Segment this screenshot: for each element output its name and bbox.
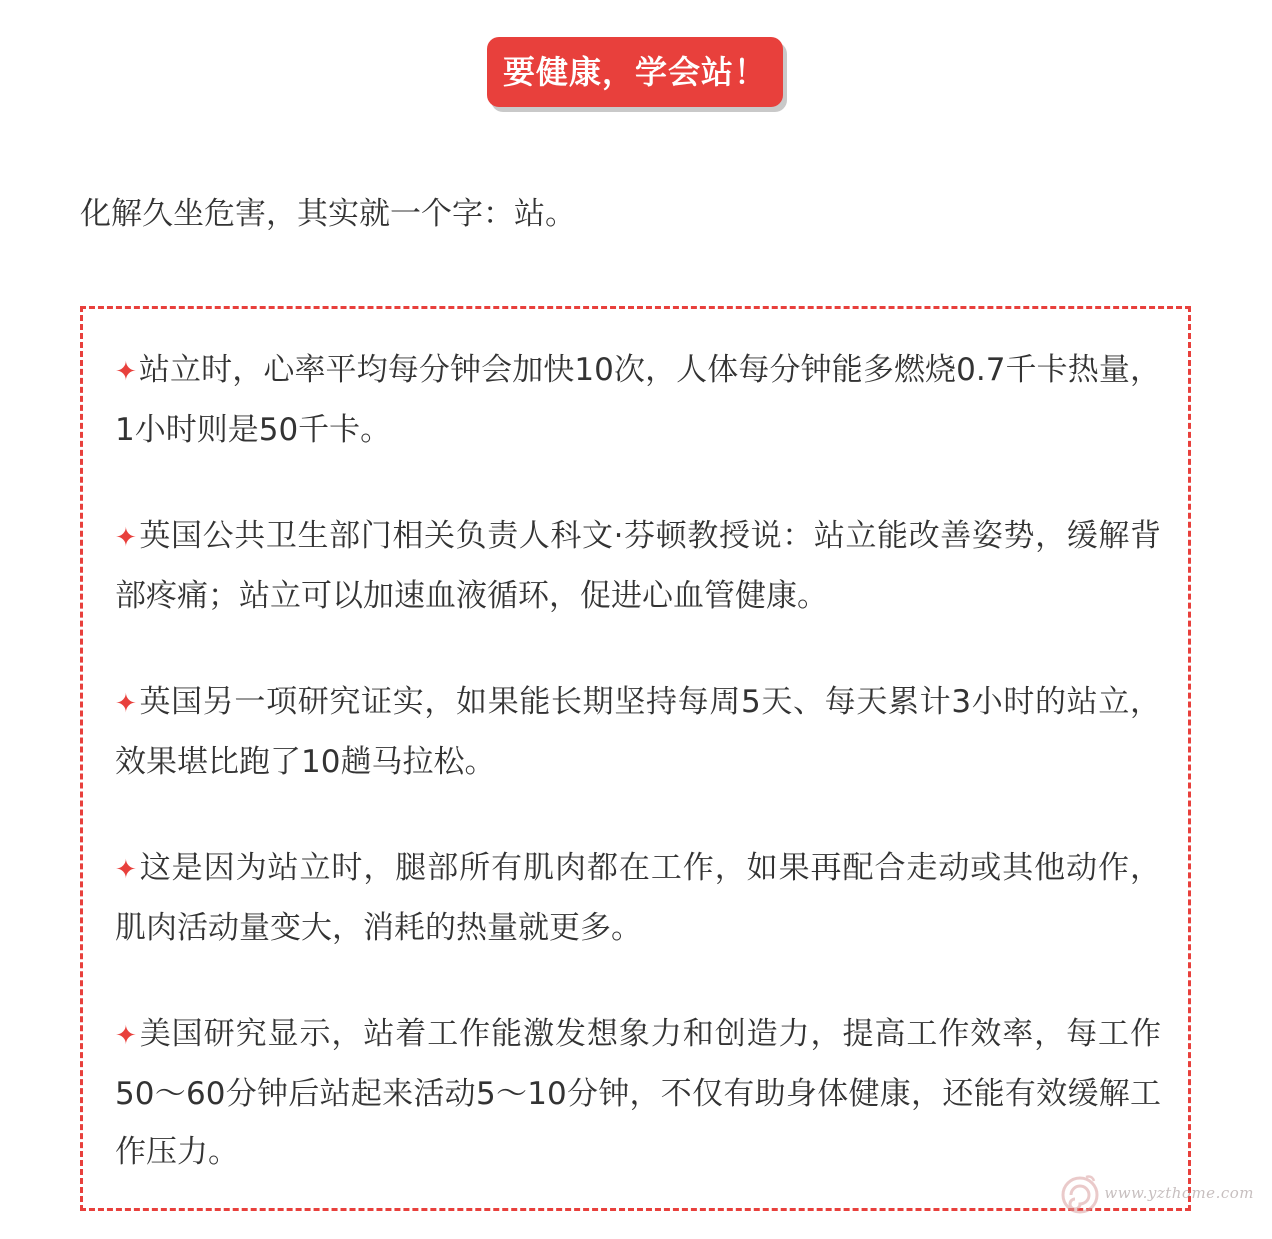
fact-item — [115, 1005, 1161, 1181]
fact-text: 英国另一项研究证实，如果能长期坚持每周5天、每天累计3小时的站立，效果堪比跑了10趟马拉松。 — [115, 684, 1161, 780]
fact-item — [115, 673, 1161, 791]
four-point-star-icon: ✦ — [115, 523, 137, 553]
watermark — [1058, 1169, 1254, 1217]
spiral-logo-icon — [1058, 1171, 1102, 1215]
facts-box — [80, 306, 1191, 1211]
fact-item — [115, 341, 1161, 459]
four-point-star-icon: ✦ — [115, 1021, 137, 1051]
four-point-star-icon: ✦ — [115, 357, 137, 387]
fact-text: 这是因为站立时，腿部所有肌肉都在工作，如果再配合走动或其他动作，肌肉活动量变大，消耗的热量就更多。 — [115, 850, 1161, 946]
fact-item — [115, 839, 1161, 957]
page-title: 要健康，学会站！ — [502, 53, 767, 91]
fact-text: 美国研究显示，站着工作能激发想象力和创造力，提高工作效率，每工作50～60分钟后站起来活动5～10分钟，不仅有助身体健康，还能有效缓解工作压力。 — [115, 1016, 1161, 1170]
fact-item — [115, 507, 1161, 625]
fact-text: 英国公共卫生部门相关负责人科文·芬顿教授说：站立能改善姿势，缓解背部疼痛；站立可以加速血液循环，促进心血管健康。 — [115, 518, 1161, 614]
watermark-text: www.yzthome.com — [1104, 1184, 1254, 1202]
intro-text: 化解久坐危害，其实就一个字：站。 — [80, 196, 576, 232]
fact-text: 站立时，心率平均每分钟会加快10次，人体每分钟能多燃烧0.7千卡热量，1小时则是50千卡。 — [115, 352, 1161, 448]
title-badge — [487, 37, 783, 107]
four-point-star-icon: ✦ — [115, 689, 137, 719]
four-point-star-icon: ✦ — [115, 855, 137, 885]
